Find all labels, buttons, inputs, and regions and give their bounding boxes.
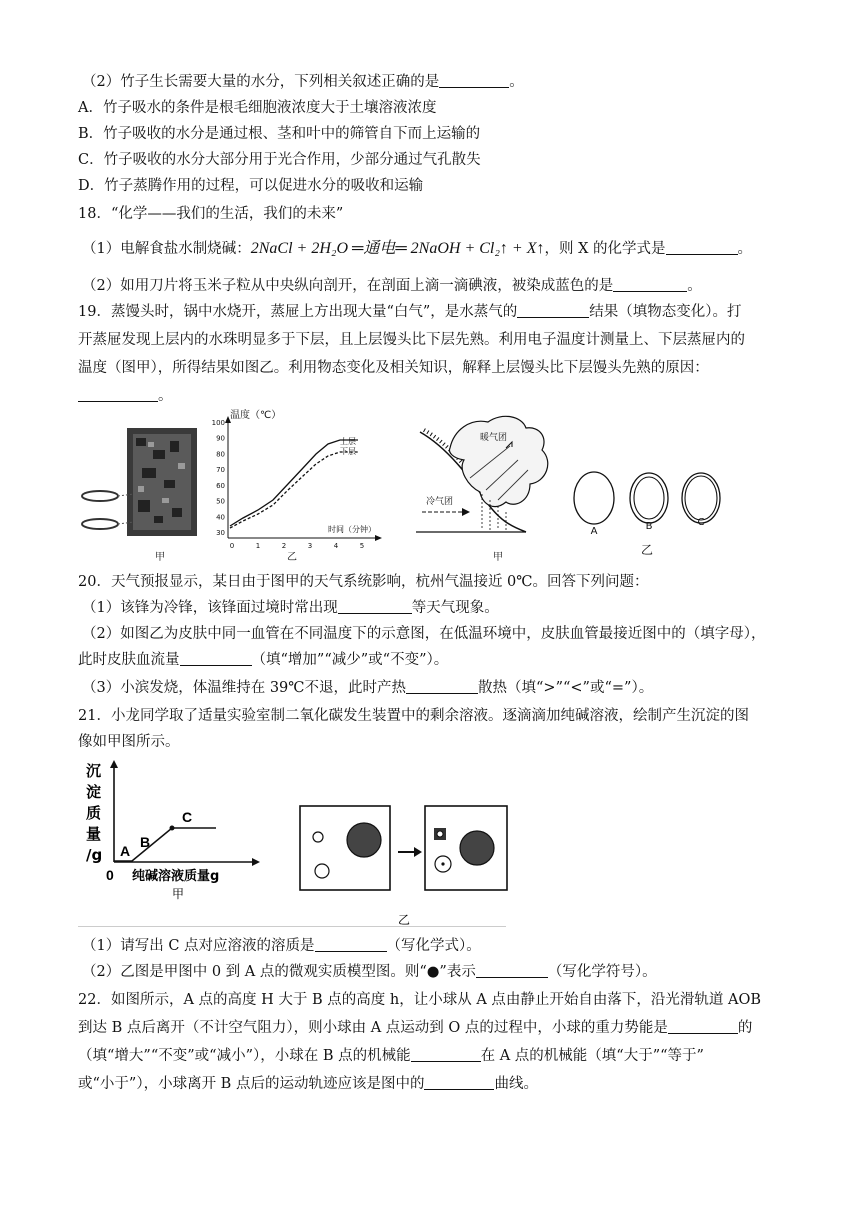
answer-blank[interactable] — [517, 303, 589, 318]
legend-upper: 上层 — [340, 437, 356, 446]
answer-blank[interactable] — [439, 73, 509, 88]
q20-part2a: （2）如图乙为皮肤中同一血管在不同温度下的示意图，在低温环境中，皮肤血管最接近图中的（填字母）， — [82, 626, 766, 642]
q20-part1: （1）该锋为冷锋，该锋面过境时常出现 等天气现象。 — [82, 600, 499, 616]
label-yi-model: 乙 — [397, 913, 411, 927]
q19-line4: 。 — [78, 386, 173, 406]
answer-blank[interactable] — [668, 1019, 738, 1034]
x-tick-label: 1 — [255, 542, 261, 550]
q22-line1: 22．如图所示，A 点的高度 H 大于 B 点的高度 h，让小球从 A 点由静止开始自由落下，沿光滑轨道 AOB — [78, 992, 762, 1008]
q22-line3: （填“增大”“不变”或“减小”），小球在 B 点的机械能 在 A 点的机械能（填“大于”“等于” — [78, 1048, 704, 1064]
q17-option-b: B．竹子吸收的水分是通过根、茎和叶中的筛管自下而上运输的 — [78, 126, 481, 142]
answer-blank[interactable] — [476, 963, 548, 978]
y-tick-label: 70 — [216, 466, 225, 475]
y-tick-label: 80 — [216, 450, 225, 459]
q21-line2: 像如甲图所示。 — [78, 734, 180, 750]
vessel-c — [685, 476, 717, 520]
graph-ylabel — [86, 762, 102, 864]
q21-part2: （2）乙图是甲图中 0 到 A 点的微观实质模型图。则“●”表示 （写化学符号）。 — [82, 964, 657, 980]
q22-line4: 或“小于”），小球离开 B 点后的运动轨迹应该是图中的 曲线。 — [78, 1076, 538, 1092]
ylabel-char: /g — [86, 846, 103, 864]
label-yi-chart: 乙 — [287, 552, 297, 563]
chart-ylabel: 温度（℃） — [230, 410, 282, 421]
q18-part2: （2）如用刀片将玉米子粒从中央纵向剖开，在剖面上滴一滴碘液，被染成蓝色的是 。 — [82, 278, 702, 294]
x-tick-label: 5 — [359, 542, 365, 550]
q19-line3: 温度（图甲），所得结果如图乙。利用物态变化及相关知识，解释上层馒头比下层馒头先熟的原因： — [78, 360, 709, 376]
answer-blank[interactable] — [613, 277, 687, 292]
q20-part2b: 此时皮肤血流量 （填“增加”“减少”或“不变”）。 — [78, 652, 449, 668]
q19-line2: 开蒸屉发现上层内的水珠明显多于下层，且上层馒头比下层先熟。利用电子温度计测量上、下层蒸屉内的 — [78, 332, 745, 348]
label-warm-air-mass: 暖气团 — [480, 433, 508, 443]
vessel-a — [574, 472, 614, 524]
vessel-label-a: A — [590, 526, 598, 537]
label-yi-vessel: 乙 — [640, 543, 654, 557]
chart-xlabel: 时间（分钟） — [328, 525, 376, 534]
ylabel-char: 量 — [86, 825, 102, 843]
precipitate-graph — [86, 760, 260, 901]
ylabel-char: 沉 — [86, 762, 102, 780]
label-jia-photo: 甲 — [155, 552, 165, 563]
origin-label: 0 — [106, 867, 114, 883]
q17-option-c: C．竹子吸收的水分大部分用于光合作用，少部分通过气孔散失 — [78, 152, 481, 168]
answer-blank[interactable] — [180, 651, 252, 666]
q21-part1: （1）请写出 C 点对应溶液的溶质是 （写化学式）。 — [82, 938, 481, 954]
y-tick-label: 90 — [216, 434, 225, 443]
vessel-b — [634, 477, 664, 519]
graph-xlabel: 纯碱溶液质量g — [132, 869, 220, 884]
label-jia-front: 甲 — [493, 552, 503, 563]
q21-line1: 21．小龙同学取了适量实验室制二氧化碳发生装置中的剩余溶液。逐滴滴加纯碱溶液，绘制产生沉淀的图 — [78, 708, 749, 724]
y-tick-label: 40 — [216, 513, 225, 522]
ylabel-char: 质 — [86, 804, 102, 822]
q19-line1: 19．蒸馒头时，锅中水烧开，蒸屉上方出现大量“白气”，是水蒸气的 结果（填物态变化）。打 — [78, 304, 742, 320]
chemical-equation: 2NaCl + 2H₂O ═通电═ 2NaOH + Cl₂↑ + X↑ — [250, 240, 545, 257]
y-tick-labels — [212, 419, 225, 537]
blood-vessel-diagram — [574, 472, 720, 557]
steamer-photo — [82, 428, 197, 563]
divider — [78, 926, 506, 927]
x-tick-labels — [230, 542, 364, 550]
q21-figures — [78, 758, 508, 930]
answer-blank[interactable] — [411, 1047, 481, 1062]
q18-title: 18．“化学——我们的生活，我们的未来” — [78, 206, 344, 222]
point-c: C — [182, 809, 193, 825]
answer-blank[interactable] — [78, 387, 158, 402]
q17-option-d: D．竹子蒸腾作用的过程，可以促进水分的吸收和运输 — [78, 178, 424, 194]
answer-blank[interactable] — [338, 599, 412, 614]
q17-option-a: A．竹子吸水的条件是根毛细胞液浓度大于土壤溶液浓度 — [78, 100, 437, 116]
upper-layer-series — [230, 440, 358, 526]
x-tick-label: 0 — [229, 542, 235, 550]
temperature-chart — [212, 408, 382, 563]
q17-stem: （2）竹子生长需要大量的水分，下列相关叙述正确的是 。 — [82, 74, 524, 90]
q22-line2: 到达 B 点后离开（不计空气阻力），则小球由 A 点运动到 O 点的过程中，小球的重力势能是 的 — [78, 1020, 753, 1036]
x-tick-label: 3 — [307, 542, 313, 550]
y-tick-label: 50 — [216, 497, 225, 506]
y-tick-label: 60 — [216, 481, 225, 490]
label-cold-air-mass: 冷气团 — [426, 497, 454, 507]
label-jia-graph: 甲 — [171, 887, 185, 901]
q18-part1: （1）电解食盐水制烧碱：2NaCl + 2H₂O ═通电═ 2NaOH + Cl₂↑ + X↑，则 X 的化学式是 。 — [82, 240, 753, 257]
micro-model — [300, 806, 507, 927]
legend-lower: 下层 — [340, 447, 356, 456]
point-b: B — [140, 834, 151, 850]
vessel-label-b: B — [645, 521, 653, 532]
y-tick-label: 30 — [216, 529, 225, 537]
point-a: A — [120, 843, 131, 859]
x-tick-label: 2 — [281, 542, 287, 550]
x-tick-label: 4 — [333, 542, 339, 550]
answer-blank[interactable] — [406, 679, 478, 694]
answer-blank[interactable] — [315, 937, 387, 952]
lower-layer-series — [230, 452, 358, 528]
y-tick-label: 100 — [211, 419, 225, 427]
cold-front-diagram — [416, 416, 548, 563]
q20-part3: （3）小滨发烧，体温维持在 39℃不退，此时产热 散热（填“>”“<”或“=”）。 — [82, 680, 654, 696]
vessel-label-c: C — [697, 517, 705, 528]
q20-stem: 20．天气预报显示，某日由于图甲的天气系统影响，杭州气温接近 0℃。回答下列问题： — [78, 574, 649, 590]
answer-blank[interactable] — [424, 1075, 494, 1090]
figures-row — [78, 408, 738, 564]
answer-blank[interactable] — [666, 240, 738, 255]
ylabel-char: 淀 — [86, 783, 102, 801]
